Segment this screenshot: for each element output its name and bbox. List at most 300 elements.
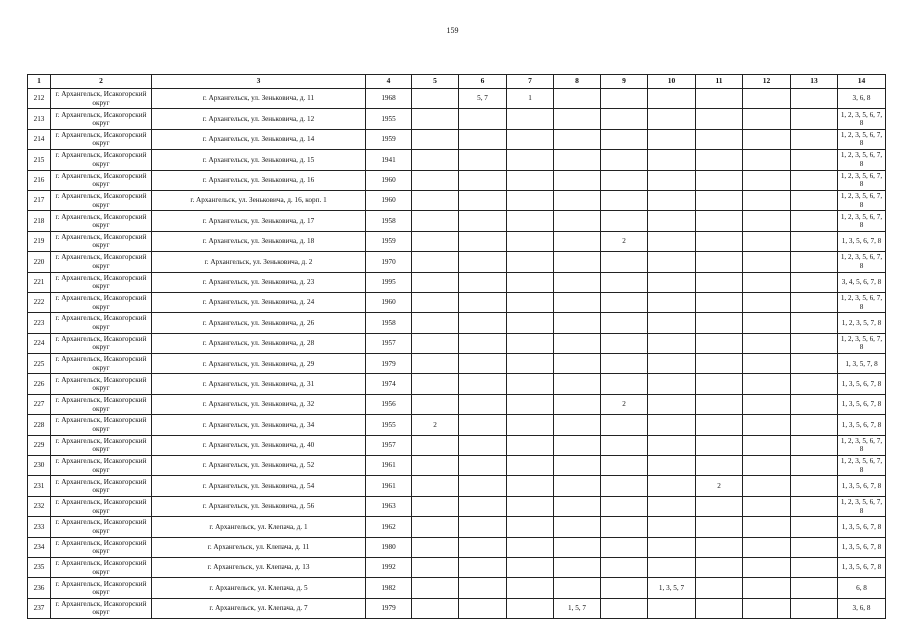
table-row — [28, 476, 886, 496]
table-cell-col-4: 1979 — [366, 354, 412, 374]
table-cell-col-12 — [743, 231, 791, 251]
table-cell-col-11 — [696, 150, 743, 170]
table-cell-col-3: г. Архангельск, ул. Зеньковича, д. 12 — [152, 109, 366, 129]
table-cell-col-12 — [743, 89, 791, 109]
table-cell-col-5 — [412, 313, 459, 333]
table-cell-col-5 — [412, 496, 459, 516]
table-cell-col-9 — [601, 557, 648, 577]
table-cell-col-3: г. Архангельск, ул. Зеньковича, д. 11 — [152, 89, 366, 109]
table-cell-col-13 — [791, 537, 838, 557]
table-cell-col-11 — [696, 578, 743, 598]
table-cell-col-1: 214 — [28, 129, 51, 149]
table-cell-text: 3, 6, 8 — [852, 94, 871, 103]
table-cell-col-9 — [601, 374, 648, 394]
table-cell-col-3: г. Архангельск, ул. Клепача, д. 7 — [152, 598, 366, 618]
table-cell-col-9 — [601, 89, 648, 109]
table-row — [28, 394, 886, 414]
table-cell-col-7 — [507, 272, 554, 292]
table-cell-col-5 — [412, 374, 459, 394]
table-cell-col-2: г. Архангельск, Исакогорский округ — [51, 292, 152, 312]
table-cell-col-8 — [554, 374, 601, 394]
table-cell-col-3: г. Архангельск, ул. Клепача, д. 1 — [152, 517, 366, 537]
table-row — [28, 190, 886, 210]
table-cell-col-9 — [601, 456, 648, 476]
table-cell-col-8 — [554, 150, 601, 170]
table-cell-col-1: 227 — [28, 394, 51, 414]
table-cell-col-1: 221 — [28, 272, 51, 292]
table-cell-col-3: г. Архангельск, ул. Зеньковича, д. 2 — [152, 252, 366, 272]
table-cell-col-8 — [554, 435, 601, 455]
table-row — [28, 496, 886, 516]
table-cell-col-14 — [838, 252, 886, 272]
column-header-2: 2 — [51, 75, 152, 89]
table-cell-col-3: г. Архангельск, ул. Зеньковича, д. 40 — [152, 435, 366, 455]
table-cell-col-3: г. Архангельск, ул. Зеньковича, д. 54 — [152, 476, 366, 496]
table-cell-col-14 — [838, 333, 886, 353]
table-cell-col-5 — [412, 292, 459, 312]
table-cell-col-6 — [459, 476, 507, 496]
column-header-6: 6 — [459, 75, 507, 89]
table-cell-col-12 — [743, 272, 791, 292]
table-cell-col-1: 220 — [28, 252, 51, 272]
table-cell-col-14 — [838, 557, 886, 577]
table-cell-col-12 — [743, 476, 791, 496]
table-cell-col-12 — [743, 190, 791, 210]
table-cell-col-11 — [696, 537, 743, 557]
table-cell-col-13 — [791, 150, 838, 170]
table-cell-col-4: 1957 — [366, 435, 412, 455]
table-row — [28, 517, 886, 537]
table-cell-col-7 — [507, 517, 554, 537]
table-cell-col-12 — [743, 496, 791, 516]
table-cell-col-4: 1958 — [366, 211, 412, 231]
table-cell-col-4: 1959 — [366, 129, 412, 149]
table-cell-col-1: 230 — [28, 456, 51, 476]
table-cell-col-14 — [838, 272, 886, 292]
table-row — [28, 354, 886, 374]
table-cell-col-8 — [554, 456, 601, 476]
table-cell-col-6 — [459, 129, 507, 149]
table-cell-col-8 — [554, 517, 601, 537]
table-cell-text: 1, 3, 5, 6, 7, 8 — [841, 379, 882, 388]
table-row — [28, 374, 886, 394]
table-cell-col-9 — [601, 129, 648, 149]
table-cell-col-9 — [601, 190, 648, 210]
table-row — [28, 150, 886, 170]
table-cell-col-14 — [838, 496, 886, 516]
table-cell-col-5 — [412, 578, 459, 598]
table-cell-col-5 — [412, 252, 459, 272]
table-cell-col-9 — [601, 211, 648, 231]
table-cell-col-14 — [838, 89, 886, 109]
table-cell-col-3: г. Архангельск, ул. Зеньковича, д. 16 — [152, 170, 366, 190]
table-cell-col-5 — [412, 89, 459, 109]
table-cell-col-7 — [507, 374, 554, 394]
table-cell-col-5 — [412, 109, 459, 129]
table-cell-col-1: 222 — [28, 292, 51, 312]
table-cell-col-14 — [838, 313, 886, 333]
table-cell-col-11 — [696, 415, 743, 435]
table-cell-col-2: г. Архангельск, Исакогорский округ — [51, 333, 152, 353]
table-cell-col-10 — [648, 415, 696, 435]
column-header-9: 9 — [601, 75, 648, 89]
table-cell-col-4: 1959 — [366, 231, 412, 251]
table-cell-text: 1, 2, 3, 5, 6, 7, 8 — [840, 498, 883, 515]
table-cell-text: 1, 2, 3, 5, 6, 7, 8 — [840, 436, 883, 454]
table-cell-col-9 — [601, 354, 648, 374]
table-cell-text: 1, 2, 3, 5, 6, 7, 8 — [840, 192, 883, 209]
table-cell-col-11 — [696, 496, 743, 516]
table-cell-col-9 — [601, 476, 648, 496]
table-cell-col-3: г. Архангельск, ул. Зеньковича, д. 26 — [152, 313, 366, 333]
table-cell-col-13 — [791, 557, 838, 577]
table-cell-col-14 — [838, 150, 886, 170]
table-cell-col-12 — [743, 537, 791, 557]
table-cell-col-10 — [648, 313, 696, 333]
table-cell-col-12 — [743, 292, 791, 312]
table-cell-col-4: 1958 — [366, 313, 412, 333]
table-cell-col-1: 231 — [28, 476, 51, 496]
table-body — [28, 89, 886, 619]
table-cell-text: 1, 2, 3, 5, 6, 7, 8 — [840, 171, 883, 189]
table-cell-col-3: г. Архангельск, ул. Зеньковича, д. 31 — [152, 374, 366, 394]
table-cell-text: 6, 8 — [856, 583, 867, 592]
table-cell-col-6 — [459, 456, 507, 476]
table-cell-col-11 — [696, 89, 743, 109]
table-cell-col-1: 237 — [28, 598, 51, 618]
column-header-5: 5 — [412, 75, 459, 89]
table-cell-col-10 — [648, 150, 696, 170]
table-cell-col-4: 1956 — [366, 394, 412, 414]
table-cell-col-3: г. Архангельск, ул. Зеньковича, д. 23 — [152, 272, 366, 292]
table-cell-col-9: 2 — [601, 231, 648, 251]
table-cell-col-5: 2 — [412, 415, 459, 435]
table-cell-col-9 — [601, 496, 648, 516]
table-cell-col-10 — [648, 190, 696, 210]
table-cell-col-7 — [507, 211, 554, 231]
table-cell-col-7 — [507, 292, 554, 312]
table-cell-col-4: 1968 — [366, 89, 412, 109]
table-cell-text: 3, 6, 8 — [852, 604, 871, 613]
table-cell-col-13 — [791, 496, 838, 516]
table-cell-col-1: 225 — [28, 354, 51, 374]
table-cell-col-5 — [412, 394, 459, 414]
table-cell-col-6 — [459, 190, 507, 210]
table-cell-text: 1, 2, 3, 5, 6, 7, 8 — [840, 457, 883, 474]
table-cell-col-13 — [791, 598, 838, 618]
table-cell-col-1: 234 — [28, 537, 51, 557]
table-cell-col-14 — [838, 129, 886, 149]
table-cell-col-6 — [459, 578, 507, 598]
table-cell-col-1: 233 — [28, 517, 51, 537]
table-cell-col-2: г. Архангельск, Исакогорский округ — [51, 231, 152, 251]
table-cell-col-11: 2 — [696, 476, 743, 496]
table-cell-col-12 — [743, 435, 791, 455]
table-cell-col-13 — [791, 211, 838, 231]
table-cell-col-13 — [791, 456, 838, 476]
table-cell-col-10 — [648, 557, 696, 577]
table-cell-col-3: г. Архангельск, ул. Зеньковича, д. 14 — [152, 129, 366, 149]
table-cell-col-8 — [554, 333, 601, 353]
table-cell-col-6 — [459, 211, 507, 231]
table-cell-col-4: 1992 — [366, 557, 412, 577]
table-cell-col-4: 1957 — [366, 333, 412, 353]
table-row — [28, 292, 886, 312]
table-cell-col-13 — [791, 89, 838, 109]
table-cell-col-5 — [412, 435, 459, 455]
table-cell-col-12 — [743, 374, 791, 394]
table-cell-col-11 — [696, 129, 743, 149]
table-cell-col-6 — [459, 374, 507, 394]
table-cell-col-11 — [696, 456, 743, 476]
table-cell-col-9 — [601, 150, 648, 170]
column-header-1: 1 — [28, 75, 51, 89]
table-cell-col-6 — [459, 272, 507, 292]
table-cell-col-3: г. Архангельск, ул. Зеньковича, д. 18 — [152, 231, 366, 251]
table-cell-text: 1, 2, 3, 5, 6, 7, 8 — [840, 334, 883, 352]
table-cell-col-8 — [554, 496, 601, 516]
table-cell-col-8 — [554, 292, 601, 312]
table-cell-col-12 — [743, 578, 791, 598]
table-cell-col-7 — [507, 435, 554, 455]
table-cell-text: 1, 2, 3, 5, 7, 8 — [841, 318, 882, 327]
table-cell-col-9 — [601, 435, 648, 455]
table-cell-col-13 — [791, 272, 838, 292]
table-cell-col-8 — [554, 537, 601, 557]
table-cell-col-8: 1, 5, 7 — [554, 598, 601, 618]
table-cell-col-7 — [507, 557, 554, 577]
table-cell-col-11 — [696, 313, 743, 333]
table-cell-col-7 — [507, 252, 554, 272]
table-cell-col-12 — [743, 598, 791, 618]
table-cell-col-1: 224 — [28, 333, 51, 353]
table-cell-col-2: г. Архангельск, Исакогорский округ — [51, 170, 152, 190]
table-cell-text: 1, 3, 5, 6, 7, 8 — [841, 420, 882, 429]
table-cell-col-5 — [412, 231, 459, 251]
table-cell-col-3: г. Архангельск, ул. Зеньковича, д. 56 — [152, 496, 366, 516]
table-cell-col-7 — [507, 354, 554, 374]
table-cell-col-6 — [459, 292, 507, 312]
table-cell-col-14 — [838, 598, 886, 618]
table-row — [28, 252, 886, 272]
table-cell-col-7 — [507, 109, 554, 129]
table-cell-text: 1, 3, 5, 6, 7, 8 — [841, 481, 882, 490]
table-cell-col-12 — [743, 150, 791, 170]
table-cell-col-12 — [743, 456, 791, 476]
table-cell-col-12 — [743, 333, 791, 353]
table-row — [28, 333, 886, 353]
table-cell-col-14 — [838, 354, 886, 374]
table-row — [28, 272, 886, 292]
table-cell-col-3: г. Архангельск, ул. Зеньковича, д. 24 — [152, 292, 366, 312]
table-cell-col-10 — [648, 170, 696, 190]
table-cell-col-1: 236 — [28, 578, 51, 598]
table-row — [28, 415, 886, 435]
table-cell-col-7 — [507, 170, 554, 190]
table-cell-col-11 — [696, 211, 743, 231]
table-cell-col-4: 1982 — [366, 578, 412, 598]
table-cell-col-13 — [791, 252, 838, 272]
table-cell-col-13 — [791, 435, 838, 455]
table-cell-col-3: г. Архангельск, ул. Зеньковича, д. 52 — [152, 456, 366, 476]
table-cell-text: 1, 3, 5, 6, 7, 8 — [841, 237, 882, 246]
table-cell-col-2: г. Архангельск, Исакогорский округ — [51, 150, 152, 170]
table-row — [28, 89, 886, 109]
table-cell-col-10 — [648, 598, 696, 618]
table-cell-col-14 — [838, 190, 886, 210]
table-cell-col-13 — [791, 313, 838, 333]
table-cell-col-5 — [412, 170, 459, 190]
table-cell-col-2: г. Архангельск, Исакогорский округ — [51, 435, 152, 455]
data-table — [27, 74, 886, 619]
table-cell-col-9 — [601, 578, 648, 598]
table-cell-col-8 — [554, 252, 601, 272]
table-cell-col-1: 226 — [28, 374, 51, 394]
table-cell-col-7 — [507, 190, 554, 210]
table-cell-col-6: 5, 7 — [459, 89, 507, 109]
table-cell-col-1: 215 — [28, 150, 51, 170]
table-cell-col-10 — [648, 374, 696, 394]
table-cell-col-6 — [459, 394, 507, 414]
table-cell-text: 1, 2, 3, 5, 6, 7, 8 — [840, 130, 883, 148]
table-row — [28, 211, 886, 231]
table-cell-col-11 — [696, 109, 743, 129]
table-cell-col-1: 228 — [28, 415, 51, 435]
table-cell-col-6 — [459, 435, 507, 455]
table-cell-col-3: г. Архангельск, ул. Клепача, д. 13 — [152, 557, 366, 577]
table-cell-text: 1, 3, 5, 6, 7, 8 — [841, 400, 882, 409]
table-cell-col-14 — [838, 231, 886, 251]
table-cell-col-12 — [743, 109, 791, 129]
table-cell-col-9 — [601, 272, 648, 292]
table-cell-col-10 — [648, 292, 696, 312]
table-cell-text: 1, 2, 3, 5, 6, 7, 8 — [840, 212, 883, 230]
table-row — [28, 170, 886, 190]
table-cell-col-7 — [507, 231, 554, 251]
table-cell-col-4: 1941 — [366, 150, 412, 170]
table-cell-col-5 — [412, 354, 459, 374]
table-cell-col-10 — [648, 456, 696, 476]
table-cell-col-4: 1955 — [366, 415, 412, 435]
table-cell-col-11 — [696, 374, 743, 394]
table-header-row — [28, 75, 886, 89]
table-row — [28, 231, 886, 251]
table-cell-col-3: г. Архангельск, ул. Клепача, д. 11 — [152, 537, 366, 557]
table-cell-col-2: г. Архангельск, Исакогорский округ — [51, 252, 152, 272]
table-cell-col-11 — [696, 598, 743, 618]
table-cell-col-7 — [507, 456, 554, 476]
table-cell-text: 1, 3, 5, 7, 8 — [845, 359, 878, 368]
table-cell-col-1: 235 — [28, 557, 51, 577]
table-cell-col-6 — [459, 537, 507, 557]
table-cell-col-4: 1995 — [366, 272, 412, 292]
table-cell-col-11 — [696, 435, 743, 455]
table-cell-col-5 — [412, 557, 459, 577]
table-cell-col-1: 218 — [28, 211, 51, 231]
table-cell-col-12 — [743, 170, 791, 190]
table-cell-col-1: 217 — [28, 190, 51, 210]
table-cell-col-11 — [696, 354, 743, 374]
table-cell-col-2: г. Архангельск, Исакогорский округ — [51, 394, 152, 414]
table-cell-text: 1, 2, 3, 5, 6, 7, 8 — [840, 110, 883, 128]
table-cell-col-11 — [696, 333, 743, 353]
table-cell-text: 1, 3, 5, 6, 7, 8 — [841, 522, 882, 531]
table-cell-col-7 — [507, 394, 554, 414]
table-cell-col-3: г. Архангельск, ул. Зеньковича, д. 17 — [152, 211, 366, 231]
table-cell-col-6 — [459, 598, 507, 618]
table-cell-col-14 — [838, 211, 886, 231]
table-cell-col-13 — [791, 129, 838, 149]
table-cell-col-14 — [838, 415, 886, 435]
table-row — [28, 109, 886, 129]
table-cell-col-13 — [791, 517, 838, 537]
table-cell-col-10 — [648, 496, 696, 516]
table-cell-col-7 — [507, 598, 554, 618]
table-cell-col-6 — [459, 313, 507, 333]
table-cell-col-14 — [838, 456, 886, 476]
table-cell-col-6 — [459, 415, 507, 435]
table-cell-col-2: г. Архангельск, Исакогорский округ — [51, 211, 152, 231]
table-cell-col-2: г. Архангельск, Исакогорский округ — [51, 598, 152, 618]
table-cell-col-2: г. Архангельск, Исакогорский округ — [51, 313, 152, 333]
table-cell-col-10 — [648, 517, 696, 537]
table-cell-col-11 — [696, 394, 743, 414]
table-cell-col-8 — [554, 557, 601, 577]
table-cell-col-9 — [601, 517, 648, 537]
table-cell-text: 1, 3, 5, 6, 7, 8 — [841, 543, 882, 552]
table-cell-text: 3, 4, 5, 6, 7, 8 — [841, 277, 882, 286]
table-cell-col-13 — [791, 578, 838, 598]
table-cell-col-7 — [507, 415, 554, 435]
table-cell-col-6 — [459, 150, 507, 170]
table-cell-col-11 — [696, 190, 743, 210]
table-cell-col-5 — [412, 272, 459, 292]
table-cell-col-8 — [554, 170, 601, 190]
table-cell-col-3: г. Архангельск, ул. Зеньковича, д. 29 — [152, 354, 366, 374]
table-cell-col-9 — [601, 333, 648, 353]
table-cell-col-4: 1980 — [366, 537, 412, 557]
table-cell-col-11 — [696, 170, 743, 190]
table-cell-col-10 — [648, 333, 696, 353]
table-cell-col-2: г. Архангельск, Исакогорский округ — [51, 272, 152, 292]
table-cell-col-7 — [507, 150, 554, 170]
column-header-14: 14 — [838, 75, 886, 89]
table-cell-col-12 — [743, 211, 791, 231]
table-cell-col-9 — [601, 170, 648, 190]
page-number: 159 — [446, 26, 459, 35]
table-cell-col-8 — [554, 578, 601, 598]
table-cell-col-7 — [507, 578, 554, 598]
table-cell-text: 1, 3, 5, 6, 7, 8 — [841, 563, 882, 572]
table-row — [28, 598, 886, 618]
table-cell-col-13 — [791, 292, 838, 312]
table-cell-col-7 — [507, 333, 554, 353]
table-cell-col-3: г. Архангельск, ул. Клепача, д. 5 — [152, 578, 366, 598]
table-cell-col-1: 219 — [28, 231, 51, 251]
table-cell-col-2: г. Архангельск, Исакогорский округ — [51, 537, 152, 557]
table-cell-col-5 — [412, 598, 459, 618]
table-cell-col-9 — [601, 415, 648, 435]
table-cell-col-10 — [648, 252, 696, 272]
table-cell-col-12 — [743, 557, 791, 577]
table-cell-col-12 — [743, 415, 791, 435]
table-row — [28, 129, 886, 149]
table-cell-col-1: 229 — [28, 435, 51, 455]
table-cell-col-10 — [648, 129, 696, 149]
table-cell-col-2: г. Архангельск, Исакогорский округ — [51, 374, 152, 394]
table-cell-col-11 — [696, 517, 743, 537]
table-cell-col-10 — [648, 394, 696, 414]
